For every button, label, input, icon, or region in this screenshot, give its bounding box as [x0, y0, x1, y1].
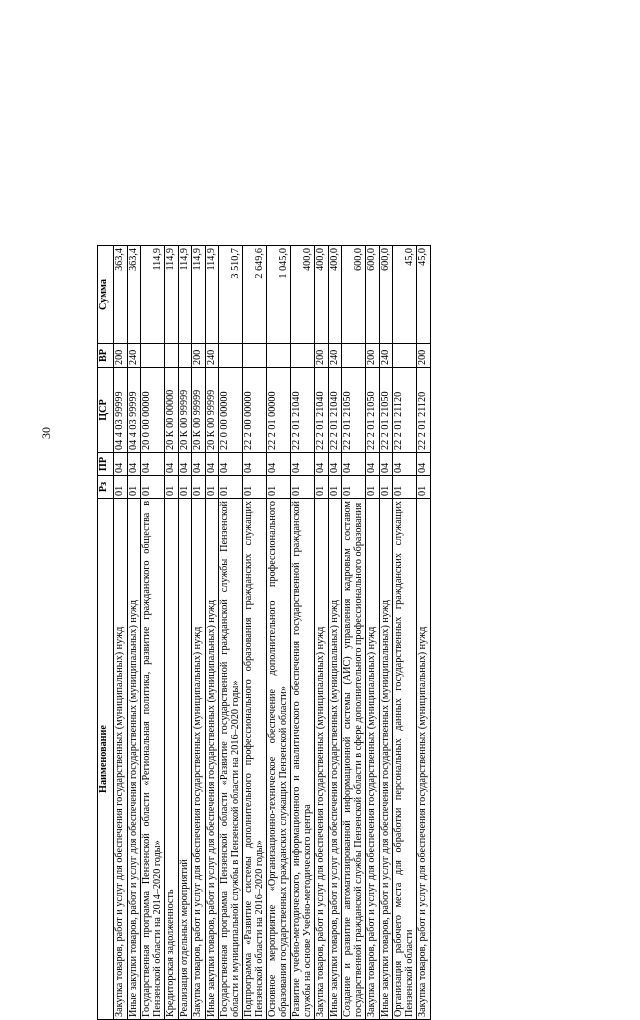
cell-pr: 04 [328, 453, 342, 476]
table-row [315, 246, 329, 1020]
table-row [379, 246, 393, 1020]
cell-csr: 22 2 01 21050 [366, 368, 380, 453]
header-name: Наименование [98, 499, 114, 1020]
cell-vr [178, 344, 192, 368]
cell-sum: 363,4 [127, 246, 141, 344]
cell-rz: 01 [315, 476, 329, 499]
cell-vr [291, 344, 315, 368]
table-row [165, 246, 179, 1020]
cell-csr: 22 2 01 21120 [393, 368, 417, 453]
table-row [192, 246, 206, 1020]
cell-sum: 45,0 [393, 246, 417, 344]
cell-name: Развитие учебно-методического, информационного и аналитического обеспечения государственной гражданской службы на основе Учебно-методического центра [291, 499, 315, 1020]
cell-name: Закупка товаров, работ и услуг для обеспечения государственных (муниципальных) нужд [366, 499, 380, 1020]
cell-sum: 114,9 [205, 246, 219, 344]
cell-rz: 01 [127, 476, 141, 499]
cell-name: Организация рабочего места для обработки персональных данных государственных гражданских служащих Пензенской области [393, 499, 417, 1020]
cell-csr: 04 4 03 99999 [127, 368, 141, 453]
cell-vr: 240 [127, 344, 141, 368]
table-row [205, 246, 219, 1020]
cell-pr: 04 [165, 453, 179, 476]
cell-csr: 22 2 01 00000 [267, 368, 291, 453]
cell-name: Закупка товаров, работ и услуг для обеспечения государственных (муниципальных) нужд [114, 499, 128, 1020]
cell-pr: 04 [141, 453, 165, 476]
cell-rz: 01 [417, 476, 431, 499]
cell-vr: 200 [417, 344, 431, 368]
cell-rz: 01 [379, 476, 393, 499]
cell-pr: 04 [205, 453, 219, 476]
cell-name: Иные закупки товаров, работ и услуг для обеспечения государственных (муниципальных) нужд [379, 499, 393, 1020]
cell-csr: 20 0 00 00000 [141, 368, 165, 453]
cell-sum: 114,9 [178, 246, 192, 344]
cell-vr: 200 [192, 344, 206, 368]
header-pr: ПР [98, 453, 114, 476]
cell-rz: 01 [243, 476, 267, 499]
table-row [178, 246, 192, 1020]
cell-vr: 240 [328, 344, 342, 368]
cell-sum: 45,0 [417, 246, 431, 344]
cell-pr: 04 [243, 453, 267, 476]
header-csr: ЦСР [98, 368, 114, 453]
cell-rz: 01 [205, 476, 219, 499]
budget-table-container [97, 246, 617, 1020]
cell-vr [342, 344, 366, 368]
cell-sum: 400,0 [315, 246, 329, 344]
table-row [342, 246, 366, 1020]
cell-name: Иные закупки товаров, работ и услуг для обеспечения государственных (муниципальных) нужд [205, 499, 219, 1020]
cell-rz: 01 [219, 476, 243, 499]
cell-sum: 600,0 [342, 246, 366, 344]
cell-rz: 01 [342, 476, 366, 499]
cell-rz: 01 [267, 476, 291, 499]
cell-name: Кредиторская задолженность [165, 499, 179, 1020]
table-header-row [98, 246, 114, 1020]
cell-csr: 20 К 00 99999 [192, 368, 206, 453]
cell-name: Государственная программа Пензенской области «Региональная политика, развитие гражданского общества в Пензенской области на 2014–2020 годы» [141, 499, 165, 1020]
cell-rz: 01 [192, 476, 206, 499]
cell-name: Закупка товаров, работ и услуг для обеспечения государственных (муниципальных) нужд [315, 499, 329, 1020]
cell-pr: 04 [379, 453, 393, 476]
table-row [243, 246, 267, 1020]
cell-rz: 01 [114, 476, 128, 499]
cell-rz: 01 [366, 476, 380, 499]
cell-rz: 01 [328, 476, 342, 499]
cell-sum: 400,0 [291, 246, 315, 344]
cell-name: Подпрограмма «Развитие системы дополнительного профессионального образования гражданских служащих Пензенской области на 2016–2020 годы» [243, 499, 267, 1020]
cell-pr: 04 [127, 453, 141, 476]
cell-csr: 22 2 01 21040 [291, 368, 315, 453]
cell-sum: 3 510,7 [219, 246, 243, 344]
cell-vr: 200 [114, 344, 128, 368]
table-row [219, 246, 243, 1020]
table-row [127, 246, 141, 1020]
cell-rz: 01 [291, 476, 315, 499]
cell-pr: 04 [366, 453, 380, 476]
page-number: 30 [39, 427, 53, 439]
cell-name: Закупка товаров, работ и услуг для обеспечения государственных (муниципальных) нужд [192, 499, 206, 1020]
header-rz: Рз [98, 476, 114, 499]
cell-name: Создание и развитие автоматизированной информационной системы (АИС) управления кадровым составом государственной гражданской службы Пензенской области в сфере дополнительного профессионального образования [342, 499, 366, 1020]
table-row [267, 246, 291, 1020]
cell-vr: 200 [366, 344, 380, 368]
cell-rz: 01 [178, 476, 192, 499]
cell-sum: 114,9 [192, 246, 206, 344]
cell-sum: 114,9 [141, 246, 165, 344]
cell-csr: 22 2 00 00000 [243, 368, 267, 453]
cell-pr: 04 [192, 453, 206, 476]
header-sum: Сумма [98, 246, 114, 344]
cell-csr: 22 0 00 00000 [219, 368, 243, 453]
cell-vr: 240 [379, 344, 393, 368]
cell-pr: 04 [267, 453, 291, 476]
cell-csr: 04 4 03 99999 [114, 368, 128, 453]
cell-rz: 01 [393, 476, 417, 499]
cell-pr: 04 [342, 453, 366, 476]
table-row [141, 246, 165, 1020]
cell-csr: 20 К 00 99999 [178, 368, 192, 453]
cell-sum: 363,4 [114, 246, 128, 344]
cell-sum: 600,0 [379, 246, 393, 344]
cell-pr: 04 [417, 453, 431, 476]
cell-name: Реализация отдельных мероприятий [178, 499, 192, 1020]
cell-pr: 04 [219, 453, 243, 476]
cell-pr: 04 [315, 453, 329, 476]
cell-csr: 20 К 00 00000 [165, 368, 179, 453]
table-row [366, 246, 380, 1020]
table-row [291, 246, 315, 1020]
cell-vr [141, 344, 165, 368]
cell-csr: 22 2 01 21050 [379, 368, 393, 453]
cell-sum: 2 649,6 [243, 246, 267, 344]
cell-sum: 600,0 [366, 246, 380, 344]
table-row [393, 246, 417, 1020]
cell-csr: 20 К 00 99999 [205, 368, 219, 453]
cell-pr: 04 [393, 453, 417, 476]
cell-sum: 400,0 [328, 246, 342, 344]
cell-csr: 22 2 01 21050 [342, 368, 366, 453]
cell-csr: 22 2 01 21120 [417, 368, 431, 453]
cell-pr: 04 [291, 453, 315, 476]
cell-vr: 240 [205, 344, 219, 368]
cell-vr [243, 344, 267, 368]
cell-vr [267, 344, 291, 368]
cell-vr [219, 344, 243, 368]
table-row [328, 246, 342, 1020]
cell-name: Основное мероприятие «Организационно-техническое обеспечение дополнительного профессионального образования государственных гражданских служащих Пензенской области» [267, 499, 291, 1020]
cell-sum: 1 045,0 [267, 246, 291, 344]
cell-sum: 114,9 [165, 246, 179, 344]
cell-rz: 01 [141, 476, 165, 499]
cell-csr: 22 2 01 21040 [315, 368, 329, 453]
cell-csr: 22 2 01 21040 [328, 368, 342, 453]
cell-name: Закупка товаров, работ и услуг для обеспечения государственных (муниципальных) нужд [417, 499, 431, 1020]
budget-table [97, 245, 431, 1020]
cell-pr: 04 [114, 453, 128, 476]
cell-rz: 01 [165, 476, 179, 499]
cell-vr: 200 [315, 344, 329, 368]
cell-name: Иные закупки товаров, работ и услуг для обеспечения государственных (муниципальных) нужд [328, 499, 342, 1020]
cell-vr [393, 344, 417, 368]
cell-name: Государственная программа Пензенской области «Развитие государственной гражданской службы Пензенской области и муниципальной службы в Пензенской области на 2016–2020 годы» [219, 499, 243, 1020]
cell-vr [165, 344, 179, 368]
header-vr: ВР [98, 344, 114, 368]
cell-name: Иные закупки товаров, работ и услуг для обеспечения государственных (муниципальных) нужд [127, 499, 141, 1020]
cell-pr: 04 [178, 453, 192, 476]
table-row [114, 246, 128, 1020]
table-row [417, 246, 431, 1020]
